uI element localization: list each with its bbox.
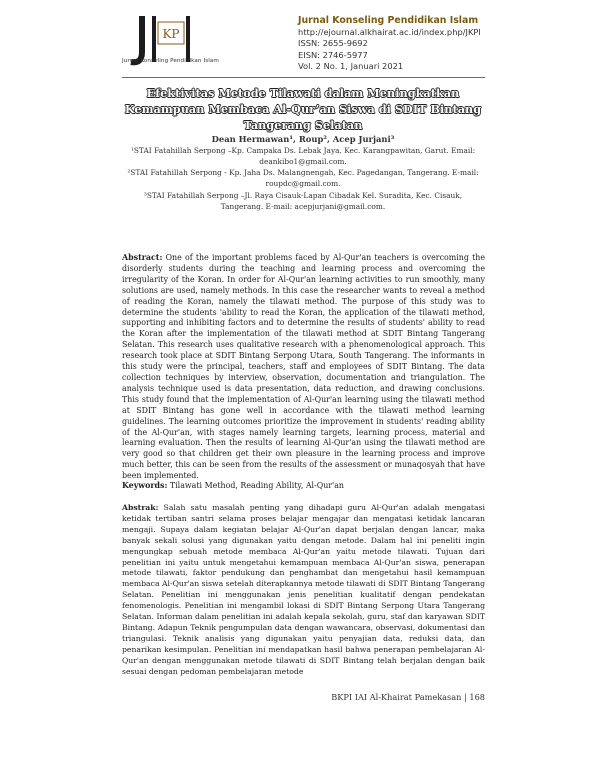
header-divider [122,77,485,78]
paper-title: Efektivitas Metode Tilawati dalam Meningkatkan Kemampuan Membaca Al-Qur’an Siswa di SDIT Bintang Tangerang Selatan [124,86,482,132]
keywords [122,481,485,490]
journal-url[interactable]: http://ejournal.alkhairat.ac.id/index.php/JKPI [298,26,481,37]
abstrak-label: Abstrak: [122,503,159,512]
journal-name: Jurnal Konseling Pendidikan Islam [298,15,479,26]
svg-text:KP: KP [162,27,180,41]
affiliation-2: ²STAI Fatahillah Serpong - Kp. Jaha Ds. Malangnengah, Kec. Pagedangan, Tangerang. E-mail: roupdc@gmail.com. [127,168,479,188]
abstract-indonesian [122,503,485,678]
journal-eisn: EISN: 2746-5977 [298,49,368,60]
keywords-label: Keywords: [122,481,168,490]
journal-meta [298,15,558,73]
journal-logo [122,12,292,74]
affiliation-1: ¹STAI Fatahillah Serpong –Kp. Campaka Ds. Lebak Jaya, Kec. Karangpawitan, Garut. Email: deankibo1@gmail.com. [130,146,476,166]
abstract-english [122,253,485,482]
abstract-label: Abstract: [122,253,163,262]
journal-issn: ISSN: 2655-9692 [298,38,368,49]
logo-tagline: Jurnal Konseling Pendidikan Islam [122,58,219,64]
journal-volume: Vol. 2 No. 1, Januari 2021 [298,61,404,72]
affiliation-3: ³STAI Fatahillah Serpong –Jl. Raya Cisauk-Lapan Cibadak Kel. Suradita, Kec. Cisauk, Tangerang. E-mail: acepjurjani@gmail.com. [143,191,463,211]
author-list: Dean Hermawan¹, Roup², Acep Jurjani³ [211,134,395,144]
abstract-text: One of the important problems faced by Al-Qur'an teachers is overcoming the disorderly students during the teaching and learning process and overcoming the irregularity of the Koran. In order for Al-Qur'an learning activities to run smoothly, many solutions are used, namely methods. In this case the researcher wants to reveal a method of reading the Koran, namely the tilawati method. The purpose of this study was to determine the students 'ability to read the Koran, the application of the tilawati method, supporting and inhibiting factors and to determine the results of students' ability to read the Koran after the implementation of the tilawati method at SDIT Bintang Tangerang Selatan. This research uses qualitative research with a phenomenological approach. This research took place at SDIT Bintang Serpong Utara, South Tangerang. The informants in this study were the principal, teachers, staff and employees of SDIT Bintang. The data collection techniques by interview, observation, documentation and triangulation. The analysis technique used is data presentation, data reduction, and drawing conclusions. This study found that the implementation of Al-Qur'an learning using the tilawati method at SDIT Bintang has gone well in accordance with the tilawati method learning guidelines. The learning outcomes prioritize the improvement in students' reading ability of the Al-Qur'an, with stages namely learning targets, learning process, material and learning evaluation. Then the results of learning Al-Qur'an using the tilawati method are very good so that children get their own pleasure in the learning process and improve much better, this can be seen from the results of the assessment or munaqosyah that have been implemented. [122,253,485,481]
keywords-text: Tilawati Method, Reading Ability, Al-Qur'an [169,481,344,490]
page-footer: BKPI IAI Al-Khairat Pamekasan | 168 [331,692,485,702]
abstrak-text: Salah satu masalah penting yang dihadapi guru Al-Qur'an adalah mengatasi ketidak tertiban santri selama proses belajar mengajar dan mengatasi ketidak lancaran mengaji. Supaya dalam kegiatan belajar Al-Qur'an dapat berjalan dengan lancar, maka banyak sekali solusi yang digunakan yaitu dengan metode. Dalam hal ini peneliti ingin mengungkap sebuah metode membaca Al-Qur'an yaitu metode tilawati. Tujuan dari penelitian ini yaitu untuk mengetahui kemampuan membaca Al-Qur'an siswa, penerapan metode tilawati, faktor pendukung dan penghambat dan mengetahui hasil kemampuan membaca Al-Qur'an siswa setelah diterapkannya metode tilawati di SDIT Bintang Tangerang Selatan. Penelitian ini menggunakan jenis penelitian kualitatif dengan pendekatan fenomenologis. Penelitian ini mengambil lokasi di SDIT Bintang Serpong Utara Tangerang Selatan. Informan dalam penelitian ini adalah kepala sekolah, guru, staf dan karyawan SDIT Bintang. Adapun Teknik pengumpulan data dengan wawancara, observasi, dokumentasi dan triangulasi. Teknik analisis yang digunakan yaitu penyajian data, reduksi data, dan penarikan kesimpulan. Penelitian ini mendapatkan hasil bahwa penerapan pembelajaran Al-Qur'an dengan menggunakan metode tilawati di SDIT Bintang telah berjalan dengan baik sesuai dengan pedoman pembelajaran metode [122,503,485,676]
